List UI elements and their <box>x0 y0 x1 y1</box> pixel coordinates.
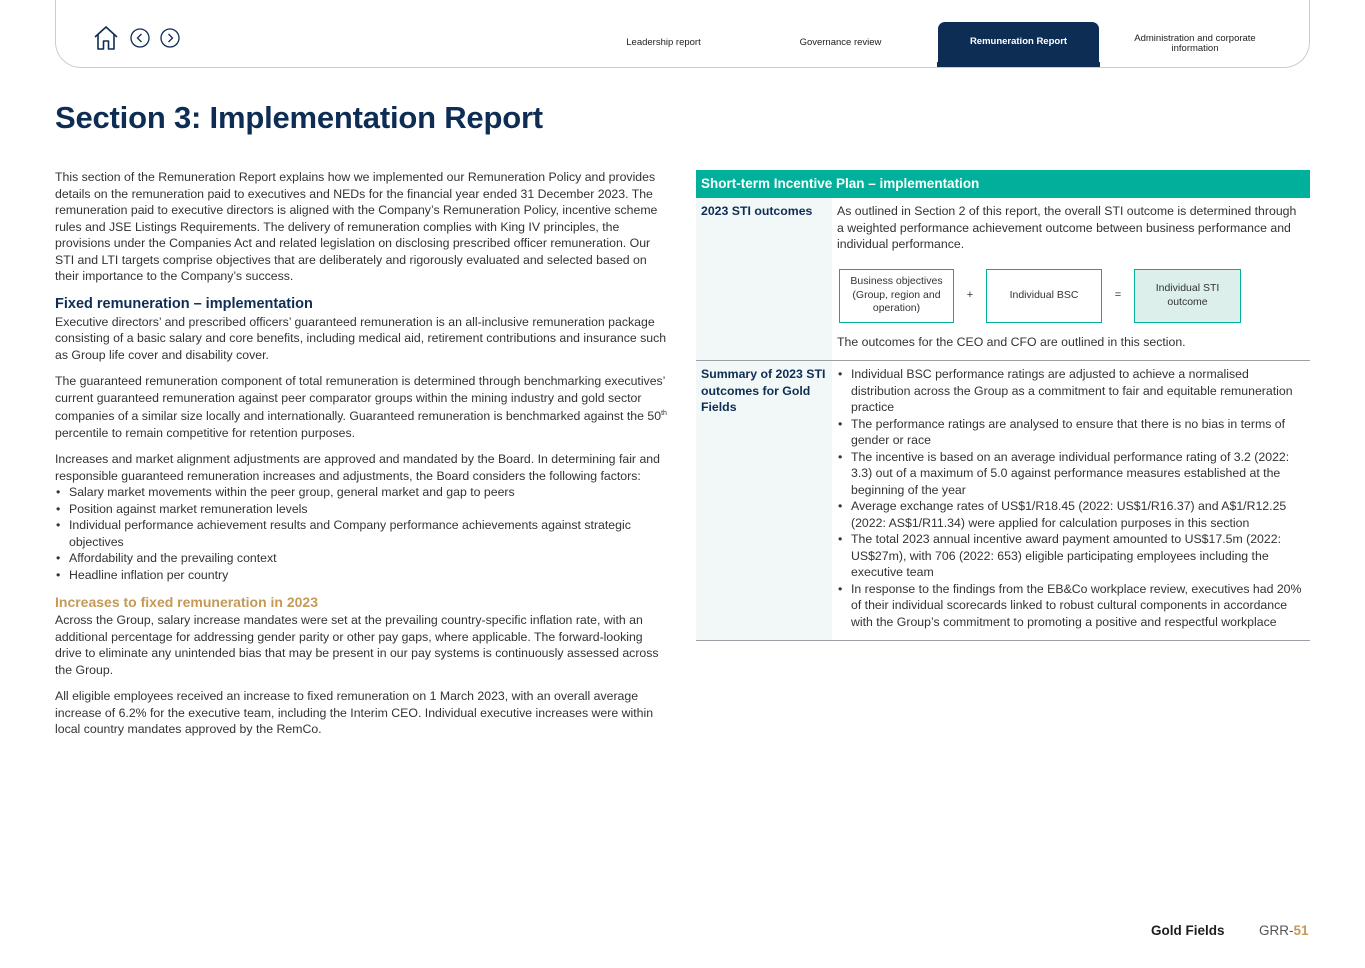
fixed-paragraph-2 <box>55 373 667 441</box>
formula-plus-sign: + <box>966 289 974 302</box>
row-label-summary-sti-outcomes: Summary of 2023 STI outcomes for Gold Fields <box>696 361 832 640</box>
table-row <box>696 198 1310 361</box>
fixed-paragraph-2-end: percentile to remain competitive for retention purposes. <box>55 425 356 440</box>
table-row <box>696 361 1310 641</box>
list-item: • Headline inflation per country <box>55 567 667 584</box>
left-column <box>55 169 667 748</box>
fixed-paragraph-1: Executive directors’ and prescribed officers’ guaranteed remuneration is an all-inclusive remuneration package consisting of a basic salary and core benefits, including medical aid, retirement contributions and insurance such as Group life cover and disability cover. <box>55 314 667 362</box>
summary-bullets <box>837 366 1306 630</box>
list-item: • The total 2023 annual incentive award payment amounted to US$17.5m (2022: US$27m), with 706 (2022: 653) eligible participating employees including the executive team <box>837 531 1306 581</box>
footer-page-number <box>1259 923 1309 938</box>
increases-paragraph-2: All eligible employees received an increase to fixed remuneration on 1 March 2023, with an overall average increase of 6.2% for the executive team, including the Interim CEO. Individual executive increases were within local country mandates approved by the RemCo. <box>55 689 654 737</box>
row-label-sti-outcomes: 2023 STI outcomes <box>696 198 832 360</box>
nav-icon-group <box>92 24 180 52</box>
page-prefix: GRR- <box>1259 923 1294 938</box>
list-item: • Position against market remuneration levels <box>55 501 667 518</box>
factors-list <box>55 484 667 583</box>
formula-box-individual-sti-outcome: Individual STI outcome <box>1134 269 1241 323</box>
list-item: • Individual BSC performance ratings are adjusted to achieve a normalised distribution across the Group as a commitment to fair and equitable remuneration practice <box>837 366 1306 416</box>
fixed-paragraph-2-text: The guaranteed remuneration component of total remuneration is determined through benchmarking executives’ current guaranteed remuneration against peer comparator groups within the mining industry and gold sector companies of a similar size locally and internationally. Guaranteed remuneration is benchmarked against the 50 <box>55 374 665 424</box>
chevron-right-icon[interactable] <box>160 28 180 48</box>
formula-box-business-objectives: Business objectives (Group, region and operation) <box>839 269 954 323</box>
sti-outcomes-note: The outcomes for the CEO and CFO are outlined in this section. <box>837 334 1186 349</box>
formula-equals-sign: = <box>1114 289 1122 302</box>
home-icon[interactable] <box>92 24 120 52</box>
tab-remuneration-report[interactable]: Remuneration Report <box>938 22 1099 67</box>
sti-table-heading: Short-term Incentive Plan – implementation <box>696 170 1310 198</box>
fixed-paragraph-3: Increases and market alignment adjustments are approved and mandated by the Board. In determining fair and responsible guaranteed remuneration increases and adjustments, the Board considers the following factors: <box>55 452 660 483</box>
page-title: Section 3: Implementation Report <box>55 100 543 135</box>
tab-leadership-report[interactable]: Leadership report <box>626 36 701 48</box>
row-body-sti-outcomes <box>832 198 1310 360</box>
sti-outcomes-text: As outlined in Section 2 of this report, the overall STI outcome is determined through a weighted performance achievement outcome between business performance and individual performance. <box>837 204 1297 251</box>
increases-heading: Increases to fixed remuneration in 2023 <box>55 594 318 611</box>
tab-governance-review[interactable]: Governance review <box>799 36 882 48</box>
fixed-remuneration-heading: Fixed remuneration – implementation <box>55 295 313 312</box>
page-number: 51 <box>1293 923 1309 938</box>
list-item: • The performance ratings are analysed to ensure that there is no bias in terms of gender or race <box>837 416 1306 449</box>
formula-box-individual-bsc: Individual BSC <box>986 269 1102 323</box>
list-item: • Individual performance achievement results and Company performance achievements against strategic objectives <box>55 517 667 550</box>
increases-paragraph-1: Across the Group, salary increase mandates were set at the prevailing country-specific inflation rate, with an additional percentage for addressing gender parity or other pay gaps, where applicable. The forward-looking drive to eliminate any unintended bias that may be present in our pay systems is continuously assessed across the Group. <box>55 613 659 677</box>
list-item: • The incentive is based on an average individual performance rating of 3.2 (2022: 3.3) out of a maximum of 5.0 against performance measures established at the beginning of the year <box>837 449 1306 499</box>
footer-brand: Gold Fields <box>1151 923 1225 938</box>
list-item: • Average exchange rates of US$1/R18.45 (2022: US$1/R16.37) and A$1/R12.25 (2022: AS$1/R11.34) were applied for calculation purposes in this section <box>837 498 1306 531</box>
sti-implementation-table <box>696 170 1310 641</box>
intro-paragraph: This section of the Remuneration Report explains how we implemented our Remuneration Policy and provides details on the remuneration paid to executives and NEDs for the financial year ended 31 December 2023. The remuneration paid to executive directors is aligned with the Company’s Remuneration Policy, incentive scheme rules and JSE Listings Requirements. The delivery of remuneration complies with King IV principles, the provisions under the Companies Act and related legislation on disclosing prescribed officer remuneration. Our STI and LTI targets comprise objectives that are deliberately and rigorously evaluated and selected based on their importance to the Company’s success. <box>55 170 658 283</box>
sti-formula <box>839 269 1306 323</box>
top-navigation <box>55 0 1310 68</box>
list-item: • In response to the findings from the EB&Co workplace review, executives had 20% of their individual scorecards linked to robust cultural components in accordance with the Group’s commitment to promoting a positive and respectful workplace <box>837 581 1306 631</box>
chevron-left-icon[interactable] <box>130 28 150 48</box>
superscript-th: th <box>661 410 667 417</box>
row-body-summary-sti-outcomes <box>832 361 1310 640</box>
list-item: • Salary market movements within the peer group, general market and gap to peers <box>55 484 667 501</box>
list-item: • Affordability and the prevailing context <box>55 550 667 567</box>
tab-administration-corporate-information[interactable]: Administration and corporate information <box>1134 32 1256 54</box>
